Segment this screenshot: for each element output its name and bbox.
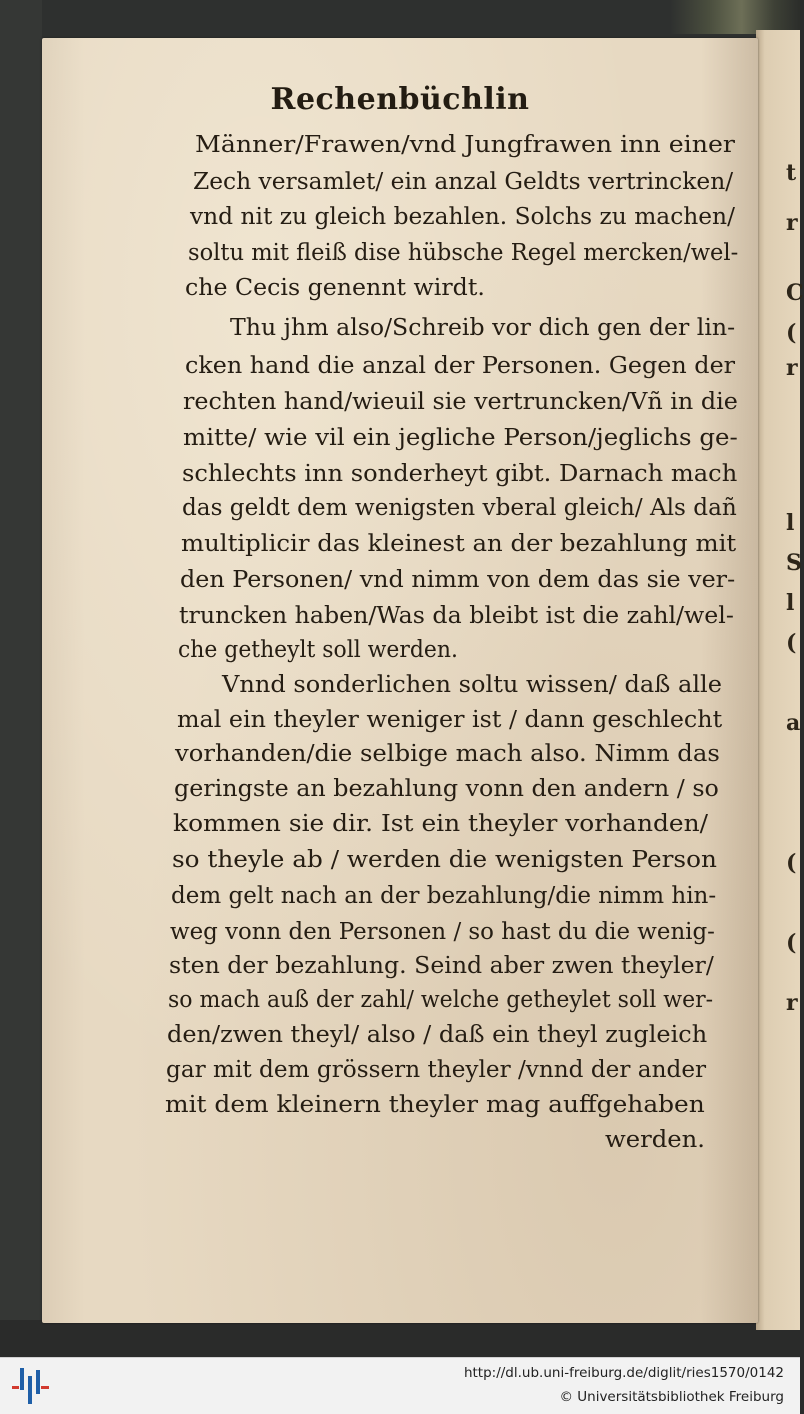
running-head: Rechenbüchlin [270,82,530,117]
next-page-fragment: ( [786,850,797,876]
next-page-fragment: ( [786,630,797,656]
footer-bar [0,1357,800,1414]
text-line: gar mit dem grössern theyler /vnnd der ander [166,1055,707,1083]
text-line: che getheylt soll werden. [178,635,458,663]
copyright-notice: © Universitätsbibliothek Freiburg [559,1389,784,1405]
scanner-bed-bottom [0,1320,800,1357]
text-line: mitte/ wie vil ein jegliche Person/jeglichs ge- [183,423,738,451]
text-line: soltu mit fleiß dise hübsche Regel mercken/wel- [188,238,739,266]
library-logo-icon [12,1366,52,1406]
text-line: dem gelt nach an der bezahlung/die nimm hin- [171,881,717,909]
text-line: sten der bezahlung. Seind aber zwen theyler/ [169,951,714,979]
text-line: so theyle ab / werden die wenigsten Person [172,845,717,873]
permalink-url[interactable]: http://dl.ub.uni-freiburg.de/diglit/ries1570/0142 [463,1365,784,1381]
next-page-fragment: C [786,280,804,306]
text-line: Thu jhm also/Schreib vor dich gen der lin- [230,313,736,341]
next-page-fragment: r [786,990,798,1016]
text-line: che Cecis genennt wirdt. [185,273,485,301]
next-page-fragment: ( [786,320,797,346]
text-line: truncken haben/Was da bleibt ist die zahl/wel- [179,601,734,629]
text-line: den/zwen theyl/ also / daß ein theyl zugleich [167,1020,708,1048]
book-cover-edge [670,0,800,34]
text-line: so mach auß der zahl/ welche getheylet soll wer- [168,985,714,1013]
text-line: rechten hand/wieuil sie vertruncken/Vñ in die [183,387,738,415]
text-line: weg vonn den Personen / so hast du die wenig- [170,917,715,945]
text-line: mal ein theyler weniger ist / dann geschlecht [177,705,723,733]
next-page-fragment: t [786,160,797,186]
text-line: multiplicir das kleinest an der bezahlung mit [181,529,737,557]
next-page-fragment: S [786,550,802,576]
text-line: Vnnd sonderlichen soltu wissen/ daß alle [222,670,722,698]
text-line: kommen sie dir. Ist ein theyler vorhanden/ [173,809,709,837]
next-page-fragment: l [786,590,795,616]
text-line: cken hand die anzal der Personen. Gegen der [185,351,736,379]
text-line: Zech versamlet/ ein anzal Geldts vertrincken/ [193,167,734,195]
text-line: vnd nit zu gleich bezahlen. Solchs zu machen/ [190,202,735,230]
text-line: den Personen/ vnd nimm von dem das sie ver- [180,565,736,593]
next-page-fragment: r [786,210,798,236]
text-line: schlechts inn sonderheyt gibt. Darnach mach [182,459,738,487]
text-line: vorhanden/die selbige mach also. Nimm das [175,739,720,767]
next-page-edge [756,30,804,1330]
next-page-fragment: ( [786,930,797,956]
text-line: das geldt dem wenigsten vberal gleich/ Als dañ [182,493,737,521]
next-page-fragment: a [786,710,801,736]
scanner-bed-left [0,0,42,1357]
next-page-fragment: l [786,510,795,536]
next-page-fragment: r [786,355,798,381]
text-line: werden. [605,1125,706,1153]
text-line: geringste an bezahlung vonn den andern / so [174,774,719,802]
text-line: Männer/Frawen/vnd Jungfrawen inn einer [195,130,735,158]
text-line: mit dem kleinern theyler mag auffgehaben [165,1090,705,1118]
